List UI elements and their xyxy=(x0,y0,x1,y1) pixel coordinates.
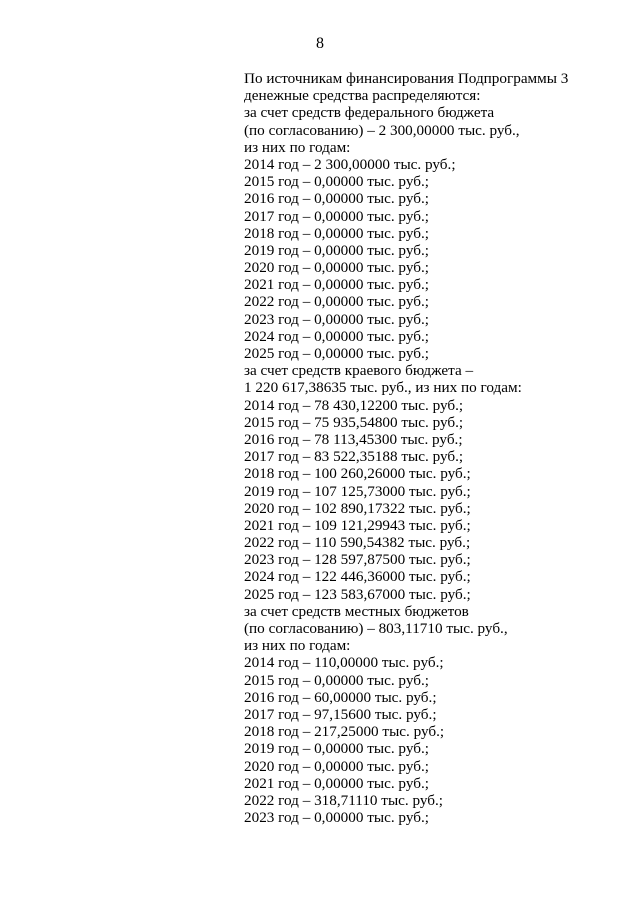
text-line: 2022 год – 0,00000 тыс. руб.; xyxy=(244,293,429,311)
text-line: 2017 год – 0,00000 тыс. руб.; xyxy=(244,207,429,225)
text-line: 2018 год – 0,00000 тыс. руб.; xyxy=(244,224,429,242)
text-line: 2020 год – 0,00000 тыс. руб.; xyxy=(244,259,429,277)
text-line: 2017 год – 83 522,35188 тыс. руб.; xyxy=(244,448,464,466)
text-line: 2014 год – 110,00000 тыс. руб.; xyxy=(244,654,444,672)
text-line: 2015 год – 75 935,54800 тыс. руб.; xyxy=(244,413,464,431)
text-line: из них по годам: xyxy=(244,637,351,655)
text-line: 2016 год – 60,00000 тыс. руб.; xyxy=(244,688,437,706)
text-line: По источникам финансирования Подпрограммы 3 xyxy=(244,70,569,87)
text-line: 2016 год – 78 113,45300 тыс. руб.; xyxy=(244,430,463,448)
text-line: 2022 год – 110 590,54382 тыс. руб.; xyxy=(244,534,471,552)
text-line: 2025 год – 0,00000 тыс. руб.; xyxy=(244,345,429,362)
text-line: 2020 год – 102 890,17322 тыс. руб.; xyxy=(244,499,471,517)
text-line: за счет средств местных бюджетов xyxy=(244,602,469,620)
text-line: 2021 год – 0,00000 тыс. руб.; xyxy=(244,276,429,294)
text-line: 2024 год – 0,00000 тыс. руб.; xyxy=(244,327,429,345)
text-line: 2019 год – 107 125,73000 тыс. руб.; xyxy=(244,482,471,500)
text-line: за счет средств краевого бюджета – xyxy=(244,362,474,380)
text-line: 2021 год – 0,00000 тыс. руб.; xyxy=(244,774,429,792)
text-line: из них по годам: xyxy=(244,138,351,156)
text-line: 2014 год – 78 430,12200 тыс. руб.; xyxy=(244,396,464,414)
text-line: (по согласованию) – 803,11710 тыс. руб., xyxy=(244,620,508,637)
text-line: 2023 год – 128 597,87500 тыс. руб.; xyxy=(244,551,471,569)
funding-text-block xyxy=(244,70,634,826)
page-number: 8 xyxy=(316,35,324,52)
text-line: (по согласованию) – 2 300,00000 тыс. руб., xyxy=(244,121,520,139)
text-line: 2019 год – 0,00000 тыс. руб.; xyxy=(244,740,429,758)
text-line: 2024 год – 122 446,36000 тыс. руб.; xyxy=(244,568,471,586)
text-line: 2015 год – 0,00000 тыс. руб.; xyxy=(244,671,429,689)
text-line: 2022 год – 318,71110 тыс. руб.; xyxy=(244,791,444,809)
text-line: денежные средства распределяются: xyxy=(244,87,481,105)
text-line: 2015 год – 0,00000 тыс. руб.; xyxy=(244,173,429,191)
text-line: 2014 год – 2 300,00000 тыс. руб.; xyxy=(244,155,456,173)
text-line: 2018 год – 217,25000 тыс. руб.; xyxy=(244,723,445,741)
text-line: 2023 год – 0,00000 тыс. руб.; xyxy=(244,310,429,328)
text-line: 2020 год – 0,00000 тыс. руб.; xyxy=(244,757,429,775)
text-line: 2025 год – 123 583,67000 тыс. руб.; xyxy=(244,585,471,603)
text-line: 2021 год – 109 121,29943 тыс. руб.; xyxy=(244,516,471,534)
text-line: 2017 год – 97,15600 тыс. руб.; xyxy=(244,705,437,723)
text-line: 2018 год – 100 260,26000 тыс. руб.; xyxy=(244,465,471,483)
text-line: 2019 год – 0,00000 тыс. руб.; xyxy=(244,241,429,259)
text-line: 1 220 617,38635 тыс. руб., из них по годам: xyxy=(244,379,522,397)
text-line: 2016 год – 0,00000 тыс. руб.; xyxy=(244,190,429,208)
text-line: 2023 год – 0,00000 тыс. руб.; xyxy=(244,809,429,827)
text-line: за счет средств федерального бюджета xyxy=(244,104,495,122)
